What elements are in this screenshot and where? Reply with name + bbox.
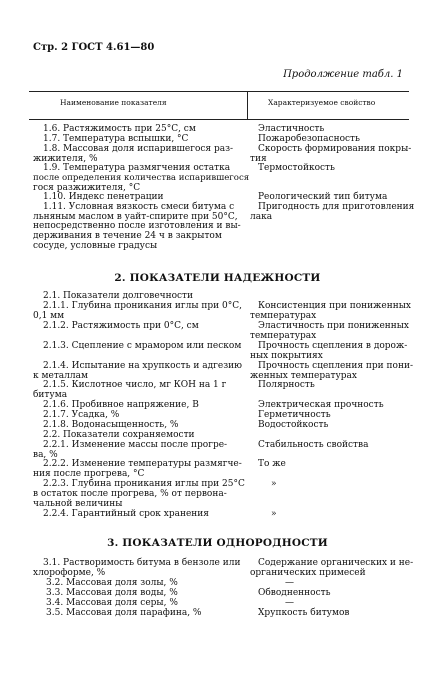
table-row-1-8-property: Скорость формирования покры-: [258, 144, 412, 154]
table-row-2-2-3-property: »: [271, 479, 277, 489]
table-row-2-2-1: 2.2.1. Изменение массы после прогре-: [43, 440, 228, 450]
table-row-1-10-property: Реологический тип битума: [258, 192, 388, 202]
table-row-3-4: 3.4. Массовая доля серы, %: [46, 598, 178, 608]
table-row-2-1-4-property-cont: женных температурах: [250, 371, 357, 381]
table-row-2-1-4-property: Прочность сцепления при пони-: [258, 361, 413, 371]
table-row-1-11-property-cont: лака: [250, 212, 273, 222]
table-row-1-9: 1.9. Температура размягчения остатка: [43, 163, 231, 173]
table-row-2-1-4-cont: к металлам: [33, 371, 88, 381]
table-row-2-1-6: 2.1.6. Пробивное напряжение, В: [43, 400, 199, 410]
table-row-1-8-cont: жижителя, %: [33, 154, 98, 164]
table-row-2-1-1-cont: 0,1 мм: [33, 311, 65, 321]
table-row-1-7-property: Пожаробезопасность: [258, 134, 360, 144]
table-row-1-9-cont2: гося разжижителя, °С: [33, 183, 141, 193]
table-row-2-1-3: 2.1.3. Сцепление с мрамором или песком: [43, 341, 242, 351]
table-header-rule: [29, 119, 409, 120]
table-continuation-note: Продолжение табл. 1: [283, 69, 403, 80]
table-row-2-1-5-cont: битума: [33, 390, 68, 400]
table-row-2-1-1-property: Консистенция при пониженных: [258, 301, 411, 311]
table-row-2-1-4: 2.1.4. Испытание на хрупкость и адгезию: [43, 361, 242, 371]
table-row-1-11-property: Пригодность для приготовления: [258, 202, 415, 212]
table-row-2-2-4: 2.2.4. Гарантийный срок хранения: [43, 509, 209, 519]
table-row-3-3: 3.3. Массовая доля воды, %: [46, 588, 178, 598]
table-row-2-2: 2.2. Показатели сохраняемости: [43, 430, 195, 440]
table-row-1-11-cont2: непосредственно после изготовления и вы-: [33, 221, 241, 231]
table-row-2-1-7: 2.1.7. Усадка, %: [43, 410, 120, 420]
section-title-homogeneity: 3. ПОКАЗАТЕЛИ ОДНОРОДНОСТИ: [107, 537, 328, 549]
table-row-2-1-3-property: Прочность сцепления в дорож-: [258, 341, 408, 351]
table-row-3-2-property: —: [285, 578, 294, 588]
table-row-2-2-1-cont: ва, %: [33, 450, 58, 460]
table-row-1-10: 1.10. Индекс пенетрации: [43, 192, 164, 202]
table-row-2-1-8: 2.1.8. Водонасыщенность, %: [43, 420, 179, 430]
table-row-3-1-cont: хлороформе, %: [33, 568, 106, 578]
table-row-2-2-3-cont2: чальной величины: [33, 499, 123, 509]
table-row-2-2-1-property: Стабильность свойства: [258, 440, 369, 450]
table-row-2-2-3-cont: в остаток после прогрева, % от первона-: [33, 489, 227, 499]
table-row-2-2-3: 2.2.3. Глубина проникания иглы при 25°С: [43, 479, 245, 489]
table-row-3-5: 3.5. Массовая доля парафина, %: [46, 608, 202, 618]
table-row-1-11-cont: льняным маслом в уайт-спирите при 50°С,: [33, 212, 238, 222]
table-row-1-9-property: Термостойкость: [258, 163, 335, 173]
table-row-2-1-2-property: Эластичность при пониженных: [258, 321, 410, 331]
table-row-2-1: 2.1. Показатели долговечности: [43, 291, 194, 301]
table-row-2-1-3-property-cont: ных покрытиях: [250, 351, 323, 361]
section-title-reliability: 2. ПОКАЗАТЕЛИ НАДЕЖНОСТИ: [114, 272, 321, 284]
table-row-2-1-6-property: Электрическая прочность: [258, 400, 384, 410]
table-row-3-1-property-cont: органических примесей: [250, 568, 366, 578]
table-row-2-1-2: 2.1.2. Растяжимость при 0°С, см: [43, 321, 199, 331]
table-row-2-1-5-property: Полярность: [258, 380, 315, 390]
table-row-2-2-4-property: »: [271, 509, 277, 519]
table-row-3-3-property: Обводненность: [258, 588, 331, 598]
table-row-2-2-2-cont: ния после прогрева, °С: [33, 469, 145, 479]
table-row-1-7: 1.7. Температура вспышки, °С: [43, 134, 189, 144]
page-header: Стр. 2 ГОСТ 4.61—80: [33, 42, 155, 53]
table-row-3-2: 3.2. Массовая доля золы, %: [46, 578, 178, 588]
table-row-1-8-property-cont: тия: [250, 154, 267, 164]
table-row-1-11-cont4: сосуде, условные градусы: [33, 241, 158, 251]
table-row-2-1-2-property-cont: температурах: [250, 331, 317, 341]
table-row-3-1-property: Содержание органических и не-: [258, 558, 414, 568]
table-row-2-1-8-property: Водостойкость: [258, 420, 329, 430]
table-row-1-11: 1.11. Условная вязкость смеси битума с: [43, 202, 235, 212]
table-column-divider: [247, 91, 248, 119]
table-row-3-4-property: —: [285, 598, 294, 608]
table-row-3-5-property: Хрупкость битумов: [258, 608, 350, 618]
table-row-1-6-property: Эластичность: [258, 124, 325, 134]
table-row-1-11-cont3: держивания в течение 24 ч в закрытом: [33, 231, 222, 241]
table-row-2-1-1: 2.1.1. Глубина проникания иглы при 0°С,: [43, 301, 242, 311]
table-row-1-9-cont: после определения количества испарившегося: [33, 173, 250, 183]
table-top-rule: [29, 91, 409, 92]
table-row-1-8: 1.8. Массовая доля испарившегося раз-: [43, 144, 234, 154]
table-row-2-2-2-property: То же: [258, 459, 286, 469]
table-row-2-2-2: 2.2.2. Изменение температуры размягче-: [43, 459, 242, 469]
table-row-3-1: 3.1. Растворимость битума в бензоле или: [43, 558, 241, 568]
table-row-2-1-7-property: Герметичность: [258, 410, 331, 420]
table-row-2-1-5: 2.1.5. Кислотное число, мг КОН на 1 г: [43, 380, 227, 390]
column-header-indicator: Наименование показателя: [60, 98, 167, 107]
column-header-property: Характеризуемое свойство: [268, 98, 376, 107]
table-row-1-6: 1.6. Растяжимость при 25°С, см: [43, 124, 196, 134]
table-row-2-1-1-property-cont: температурах: [250, 311, 317, 321]
